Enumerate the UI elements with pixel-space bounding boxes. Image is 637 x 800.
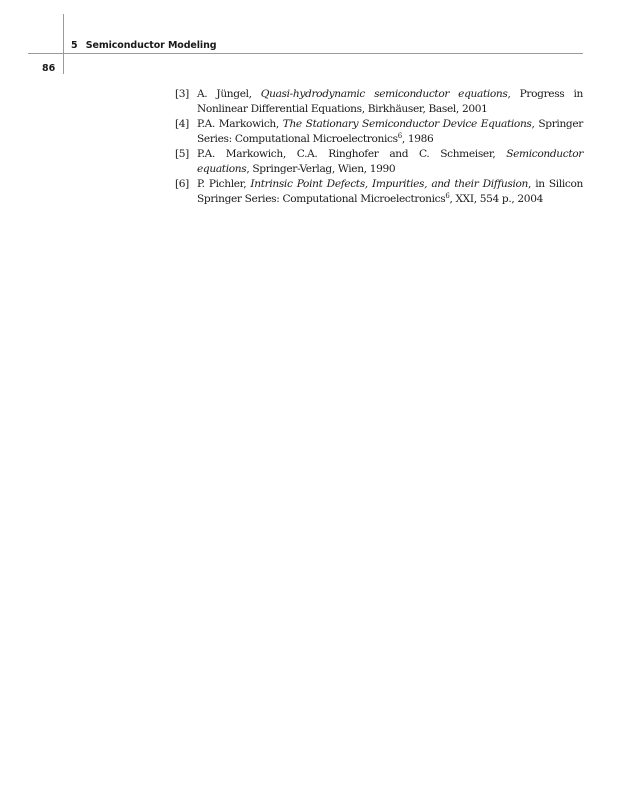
reference-authors: P.A. Markowich, C.A. Ringhofer and C. Schmeiser, <box>197 148 507 160</box>
reference-list <box>175 87 583 207</box>
reference-label: [3] <box>175 88 189 100</box>
reference-title: Intrinsic Point Defects, Impurities, and their Diffusion <box>250 178 529 190</box>
reference-text <box>197 147 583 177</box>
reference-title: Semiconductor equations <box>197 148 583 175</box>
reference-details: , Progress in Nonlinear Differential Equations, Birkhäuser, Basel, 2001 <box>197 88 583 115</box>
reference-label: [4] <box>175 118 189 130</box>
chapter-number: 5 <box>71 40 78 51</box>
page-number: 86 <box>42 63 56 74</box>
reference-label: [6] <box>175 178 189 190</box>
reference-item <box>175 87 583 117</box>
margin-rule-vertical <box>63 14 64 74</box>
chapter-title: Semiconductor Modeling <box>85 40 217 51</box>
reference-title: The Stationary Semiconductor Device Equations <box>282 118 532 130</box>
header-rule <box>28 53 583 54</box>
reference-text <box>197 177 583 207</box>
reference-authors: P. Pichler, <box>197 178 251 190</box>
reference-year: , 1986 <box>401 133 434 145</box>
reference-authors: A. Jüngel, <box>197 88 261 100</box>
reference-details: , in Silicon Springer Series: Computational Microelectronics <box>197 178 583 205</box>
reference-authors: P.A. Markowich, <box>197 118 283 130</box>
reference-text <box>197 117 583 147</box>
reference-item <box>175 117 583 147</box>
reference-footnote-mark: 6 <box>397 132 402 140</box>
reference-details: , Springer Series: Computational Microelectronics <box>197 118 583 145</box>
reference-footnote-mark: 6 <box>445 192 450 200</box>
reference-label: [5] <box>175 148 189 160</box>
reference-text <box>197 87 583 117</box>
reference-title: Quasi-hydrodynamic semiconductor equations <box>260 88 508 100</box>
reference-item <box>175 147 583 177</box>
reference-details: , Springer-Verlag, Wien, 1990 <box>246 163 396 175</box>
running-head <box>71 40 216 51</box>
reference-year: , XXI, 554 p., 2004 <box>449 193 543 205</box>
reference-item <box>175 177 583 207</box>
